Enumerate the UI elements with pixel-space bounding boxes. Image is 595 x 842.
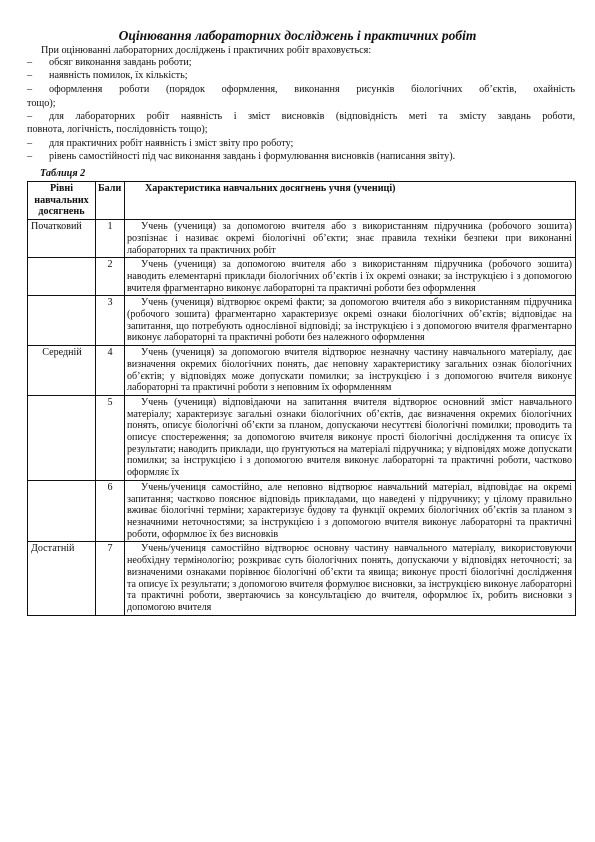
row-score: 7 [96,542,125,615]
row-description: Учень (учениця) відтворює окремі факти; за допомогою вчителя або з використанням підручника (робочого зошита) фрагментарно характеризує окремі ознаки біологічних об’єктів; відповідає на запитання, що потребують однослівної відповіді; за інструкцією і з допомогою вчителя фрагментарно виконує лабораторні та практичні роботи без належного оформлення [125,296,576,346]
header-score: Бали [96,182,125,220]
bullet-item [27,138,575,150]
bullet-item [27,84,575,96]
row-level [28,480,96,542]
row-level [28,395,96,480]
bullet-text: наявність помилок, їх кількість; [49,70,188,81]
bullet-item [27,57,575,69]
bullet-text: обсяг виконання завдань роботи; [49,57,192,68]
bullet-text: рівень самостійності під час виконання завдань і формулювання висновків (написання звіту). [49,151,456,162]
table-header-row [28,182,576,220]
bullet-item [27,111,575,123]
table-row [28,480,576,542]
row-description: Учень/учениця самостійно відтворює основну частину навчального матеріалу, використовуючи необхідну термінологію; розкриває суть біологічних понять, допускаючи у відповідях неточності; за визначеними ознаками порівнює біологічні об’єкти та явища; виконує прості біологічні дослідження та описує їх результати; з допомогою вчителя формулює висновки, за інструкцією виконує лабораторні та практичні роботи, звертаючись за консультацією до вчителя, оформлює їх, робить висновки з допомогою вчителя [125,542,576,615]
row-description: Учень/учениця самостійно, але неповно відтворює навчальний матеріал, відповідає на окремі запитання; частково пояснює відповідь прикладами, що наведені у підручнику; у цілому правильно вживає біологічні терміни; характеризує будову та функції окремих біологічних об’єктів за планом з незначними неточностями; за інструкцією і з допомогою вчителя виконує лабораторні та практичні роботи, оформлює їх без висновків [125,480,576,542]
bullet-continuation: повнота, логічність, послідовність тощо); [27,124,208,135]
dash-marker: – [27,84,33,95]
bullet-item [27,70,575,82]
row-description: Учень (учениця) відповідаючи на запитання вчителя відтворює основний зміст навчального матеріалу; характеризує загальні ознаки біологічних об’єктів, дає визначення окремих біологічних понять, описує біологічні об’єкти за планом, допускаючи несуттєві біологічні помилки; проводить та описує спостереження; за допомогою вчителя виконує прості біологічні дослідження та описує їх результати; наводить приклади, що ґрунтуються на матеріалі підручника; у відповідях може допускати помилки; за інструкцією і з допомогою вчителя виконує лабораторні та практичні роботи, частково оформляє їх [125,395,576,480]
bullet-continuation: тощо); [27,98,56,109]
table-caption: Таблиця 2 [40,168,86,179]
row-level [28,258,96,296]
row-score: 4 [96,346,125,396]
table-row [28,346,576,396]
row-score: 1 [96,220,125,258]
dash-marker: – [27,70,33,81]
row-level: Початковий [28,220,96,258]
dash-marker: – [27,111,33,122]
bullet-item [27,151,575,163]
table-row [28,296,576,346]
row-score: 3 [96,296,125,346]
bullet-text: оформлення роботи (порядок оформлення, виконання рисунків біологічних об’єктів, охайність [49,84,575,95]
dash-marker: – [27,151,33,162]
row-level: Достатній [28,542,96,615]
assessment-table [27,181,576,616]
row-description: Учень (учениця) за допомогою вчителя відтворює незначну частину навчального матеріалу, дає визначення окремих біологічних понять, дає неповну характеристику загальних ознак біологічних об’єктів; у відповідях може допускати помилки; за інструкцією і з допомогою вчителя виконує лабораторні та практичні роботи з неповним їх оформленням [125,346,576,396]
intro-lead: При оцінюванні лабораторних досліджень і практичних робіт враховується: [41,45,372,56]
row-level: Середній [28,346,96,396]
row-score: 5 [96,395,125,480]
row-level [28,296,96,346]
document-title: Оцінювання лабораторних досліджень і практичних робіт [118,28,477,43]
table-row [28,220,576,258]
bullet-text: для лабораторних робіт наявність і зміст висновків (відповідність меті та змісту завдань роботи, [49,111,575,122]
row-description: Учень (учениця) за допомогою вчителя або з використанням підручника (робочого зошита) наводить елементарні приклади біологічних об’єктів і їх окремі ознаки; за інструкцією і з допомогою вчителя фрагментарно виконує лабораторні та практичні роботи без оформлення [125,258,576,296]
header-description: Характеристика навчальних досягнень учня (учениці) [125,182,576,220]
row-score: 6 [96,480,125,542]
row-description: Учень (учениця) за допомогою вчителя або з використанням підручника (робочого зошита) розпізнає і називає окремі біологічні об’єкти; знає правила техніки безпеки при виконанні лабораторних та практичних робіт [125,220,576,258]
dash-marker: – [27,138,33,149]
bullet-text: для практичних робіт наявність і зміст звіту про роботу; [49,138,294,149]
row-score: 2 [96,258,125,296]
dash-marker: – [27,57,33,68]
table-row [28,395,576,480]
table-row [28,542,576,615]
header-level: Рівні навчальних досягнень [28,182,96,220]
table-row [28,258,576,296]
